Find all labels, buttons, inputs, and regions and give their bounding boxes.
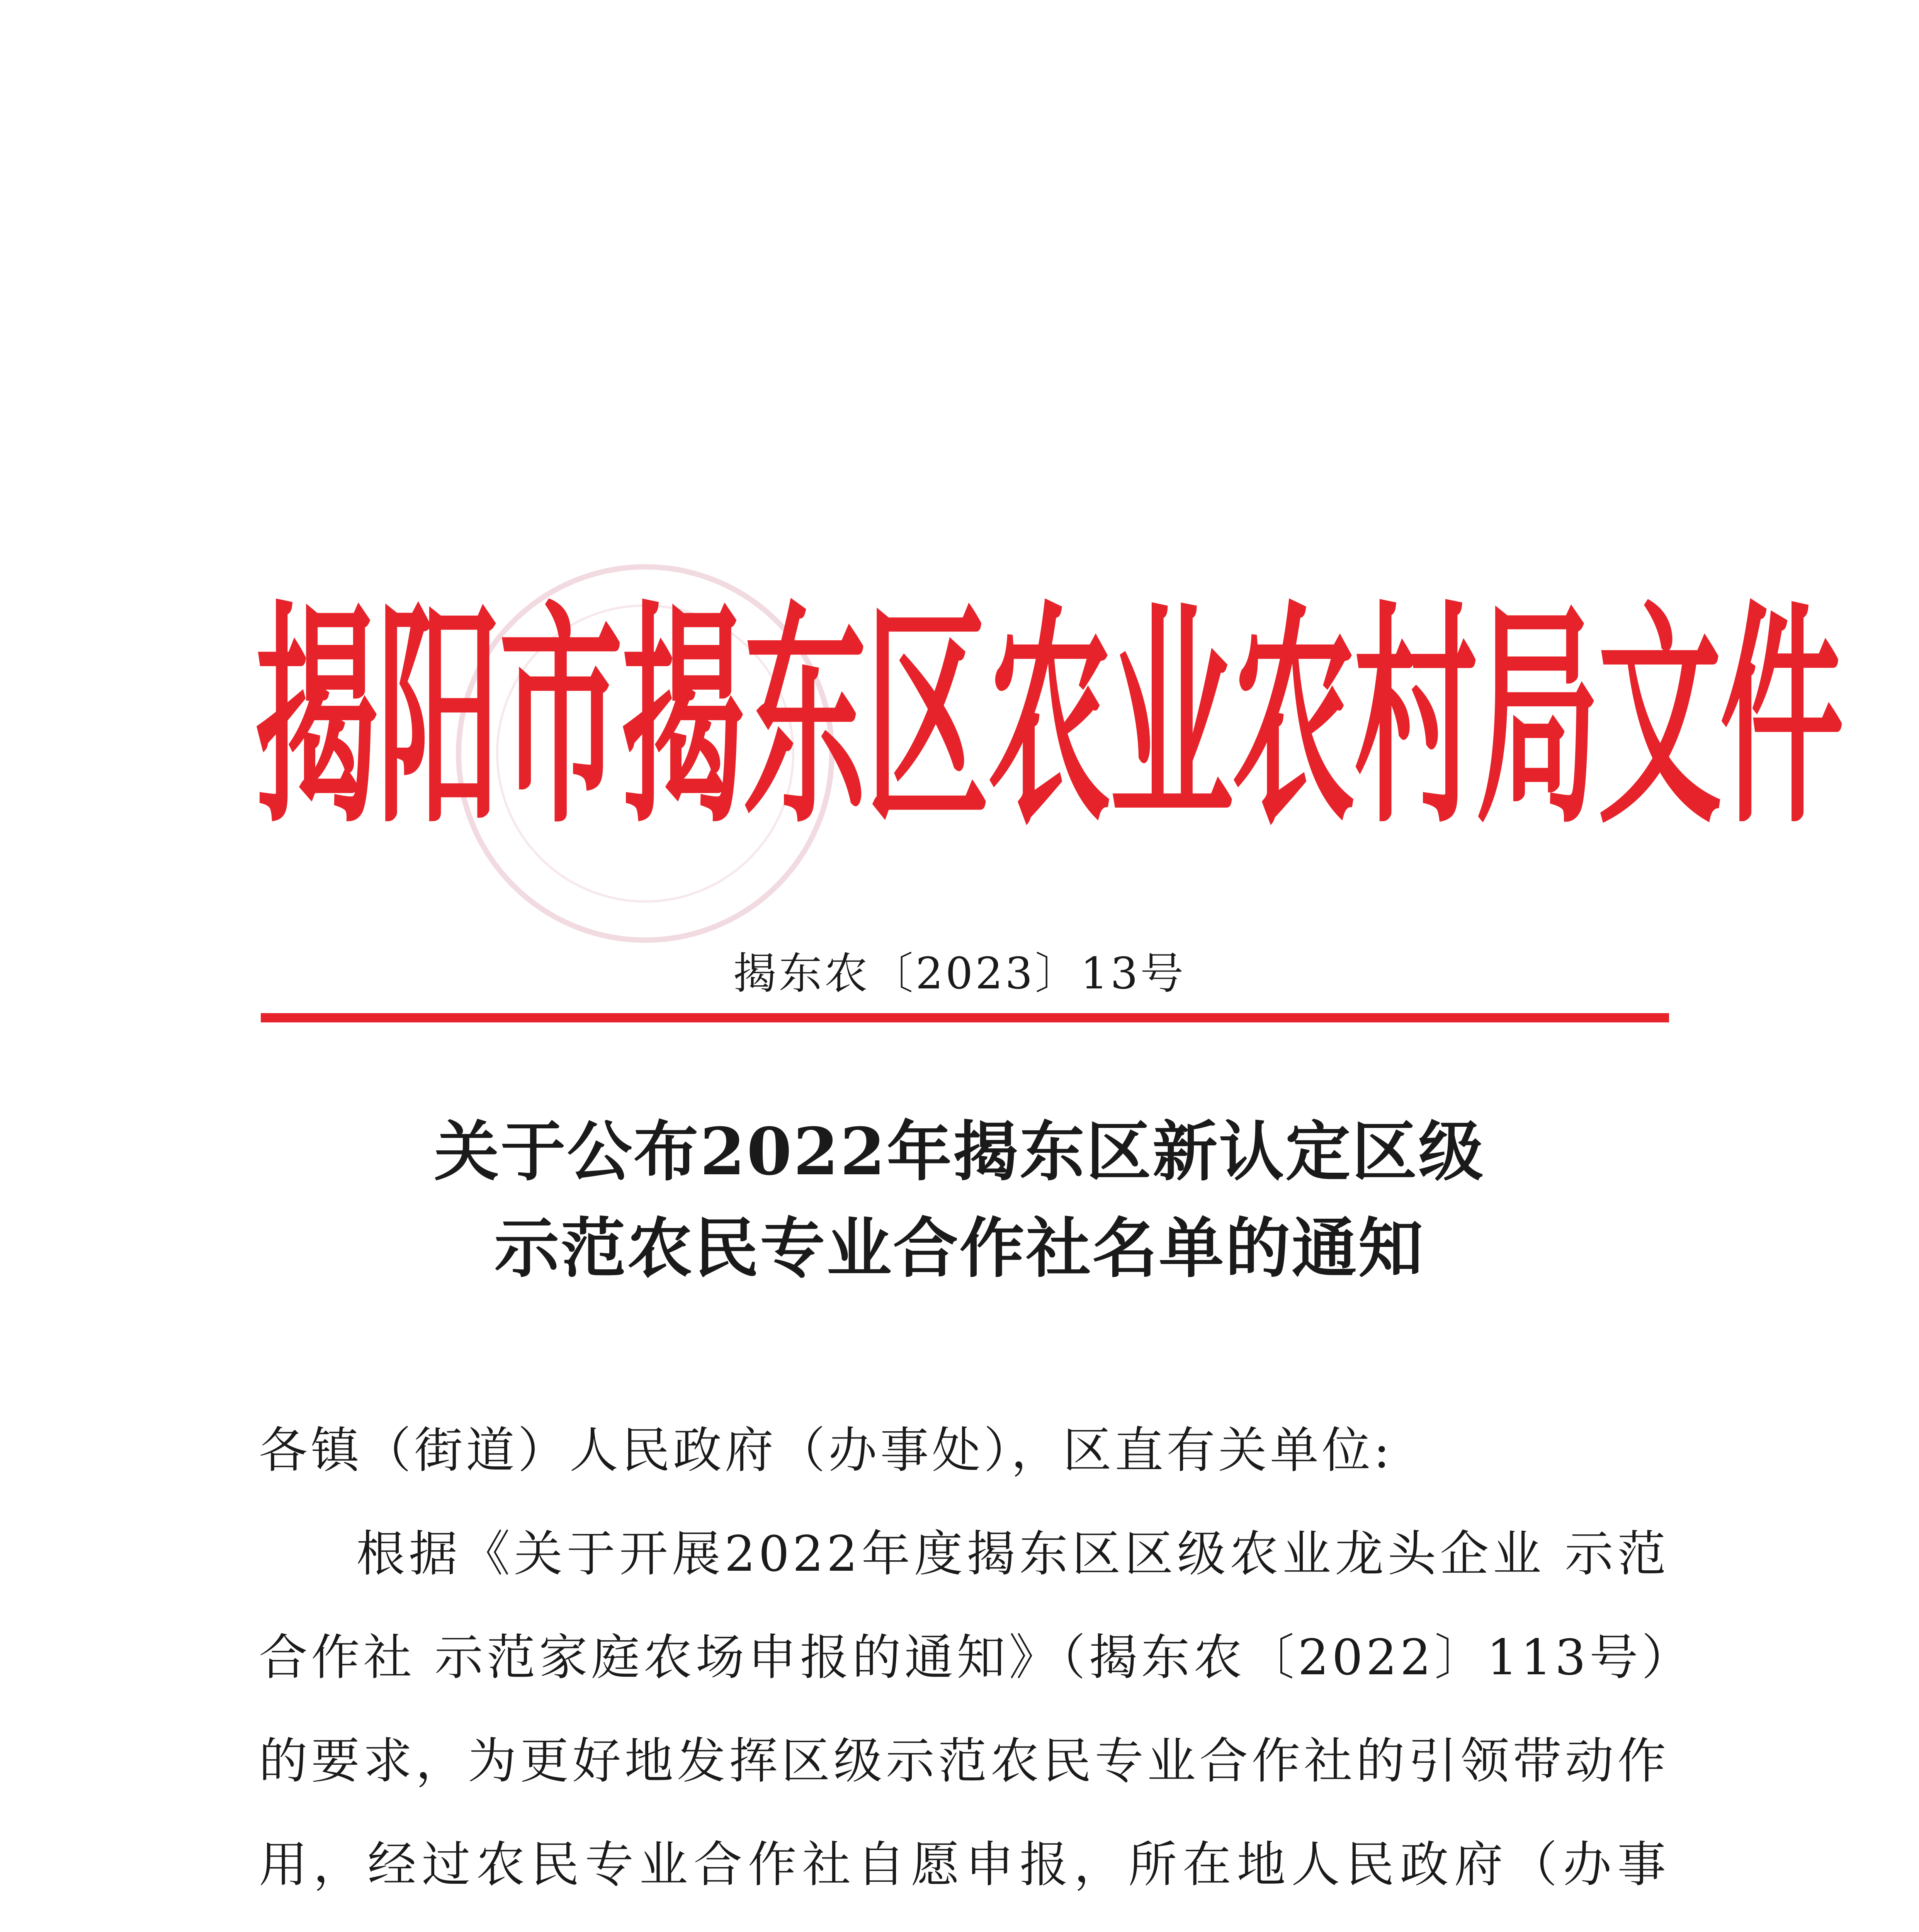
salutation: 各镇（街道）人民政府（办事处），区直有关单位: — [259, 1422, 1393, 1479]
red-divider-line — [261, 1013, 1669, 1022]
notice-title-line-2: 示范农民专业合作社名单的通知 — [494, 1210, 1425, 1286]
document-number: 揭东农〔2023〕13号 — [733, 949, 1186, 999]
masthead-title: 揭阳市揭东区农业农村局文件 — [255, 582, 1842, 855]
body-paragraph-1: 根据《关于开展2022年度揭东区区级农业龙头企业 示范合作社 示范家庭农场申报的通知》（揭东农〔2022〕113号）的要求，为更好地发挥区级示范农民专业合作社的引领带动作用，经过农民专业合作社自愿申报，所在地人民政府（办事 — [259, 1526, 1669, 1893]
notice-title-line-1: 关于公布2022年揭东区新认定区级 — [434, 1113, 1485, 1190]
